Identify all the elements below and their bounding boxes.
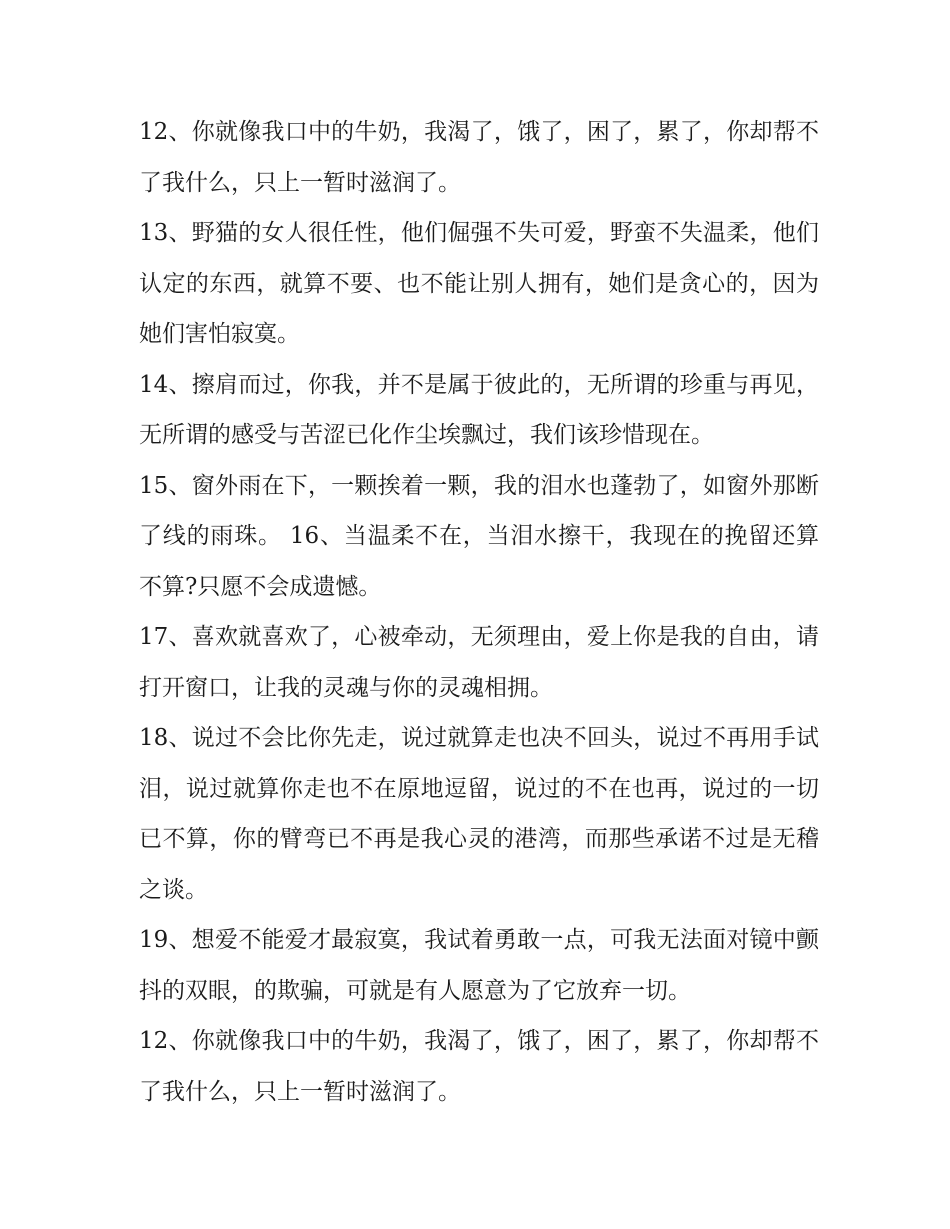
paragraph-13: 13、野猫的女人很任性，他们倔强不失可爱，野蛮不失温柔，他们认定的东西，就算不要、也不能让别人拥有，她们是贪心的，因为她们害怕寂寞。 xyxy=(139,220,819,347)
paragraph-14: 14、擦肩而过，你我，并不是属于彼此的，无所谓的珍重与再见，无所谓的感受与苦涩已化作尘埃飘过，我们该珍惜现在。 xyxy=(139,371,819,448)
paragraph-17: 17、喜欢就喜欢了，心被牵动，无须理由，爱上你是我的自由，请打开窗口，让我的灵魂与你的灵魂相拥。 xyxy=(139,624,819,701)
paragraph-18: 18、说过不会比你先走，说过就算走也决不回头，说过不再用手试泪，说过就算你走也不在原地逗留，说过的不在也再，说过的一切已不算，你的臂弯已不再是我心灵的港湾，而那些承诺不过是无稽之谈。 xyxy=(139,725,819,903)
paragraph-12: 12、你就像我口中的牛奶，我渴了，饿了，困了，累了，你却帮不了我什么，只上一暂时滋润了。 xyxy=(139,119,819,196)
document-body xyxy=(139,107,819,1117)
paragraph-15-16: 15、窗外雨在下，一颗挨着一颗，我的泪水也蓬勃了，如窗外那断了线的雨珠。 16、当温柔不在，当泪水擦干，我现在的挽留还算不算?只愿不会成遗憾。 xyxy=(139,472,819,600)
paragraph-12-repeat: 12、你就像我口中的牛奶，我渴了，饿了，困了，累了，你却帮不了我什么，只上一暂时滋润了。 xyxy=(139,1028,819,1105)
paragraph-19: 19、想爱不能爱才最寂寞，我试着勇敢一点，可我无法面对镜中颤抖的双眼，的欺骗，可就是有人愿意为了它放弃一切。 xyxy=(139,927,819,1004)
